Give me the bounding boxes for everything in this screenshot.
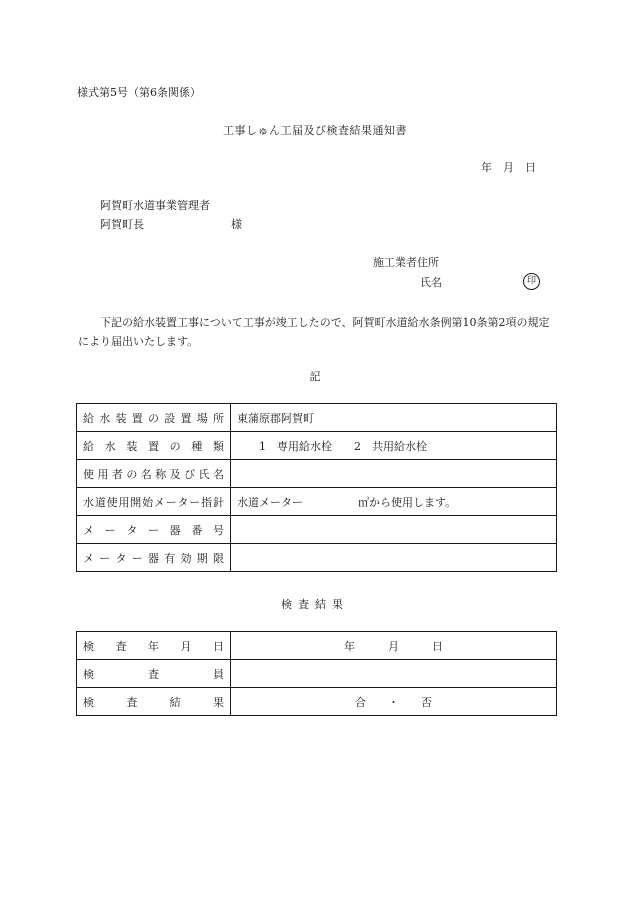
row-value: 東蒲原郡阿賀町 [231, 404, 557, 432]
row-label: 検査年月日 [77, 632, 231, 660]
results-table [76, 631, 557, 716]
row-label: メーター器有効期限 [77, 544, 231, 572]
addressee-line2: 阿賀町長 [100, 218, 144, 231]
row-value [231, 460, 557, 488]
seal-mark: 印 [523, 273, 540, 290]
row-label: 給水装置の種類 [77, 432, 231, 460]
row-label: 使用者の名称及び氏名 [77, 460, 231, 488]
ki-heading: 記 [309, 370, 321, 383]
table-row [77, 632, 557, 660]
contractor-address-label: 施工業者住所 [373, 256, 439, 269]
row-value [231, 660, 557, 688]
addressee-honorific: 様 [231, 218, 242, 231]
table-row [77, 660, 557, 688]
row-value [231, 544, 557, 572]
row-value: 合 ・ 否 [231, 688, 557, 716]
row-value: 水道メーター ㎥から使用します。 [231, 488, 557, 516]
table-row [77, 432, 557, 460]
table-row [77, 516, 557, 544]
submission-date: 年 月 日 [481, 161, 536, 174]
row-value: 年 月 日 [231, 632, 557, 660]
row-label: 給水装置の設置場所 [77, 404, 231, 432]
details-table [76, 403, 557, 572]
row-label: 検査員 [77, 660, 231, 688]
row-value: 1 専用給水栓 2 共用給水栓 [231, 432, 557, 460]
table-row [77, 688, 557, 716]
table-row [77, 404, 557, 432]
table-row [77, 460, 557, 488]
addressee-line1: 阿賀町水道事業管理者 [100, 199, 210, 212]
row-label: 水道使用開始メーター指針 [77, 488, 231, 516]
row-label: 検査結果 [77, 688, 231, 716]
table-row [77, 544, 557, 572]
row-value [231, 516, 557, 544]
body-text: 下記の給水装置工事について工事が竣工したので、阿賀町水道給水条例第10条第2項の規定により届出いたします。 [78, 316, 550, 348]
table-row [77, 488, 557, 516]
results-title: 検査結果 [281, 598, 349, 611]
form-number: 様式第5号（第6条関係） [77, 86, 201, 99]
document-title: 工事しゅん工届及び検査結果通知書 [223, 124, 407, 137]
row-label: メーター器番号 [77, 516, 231, 544]
contractor-name-label: 氏名 [420, 276, 442, 289]
